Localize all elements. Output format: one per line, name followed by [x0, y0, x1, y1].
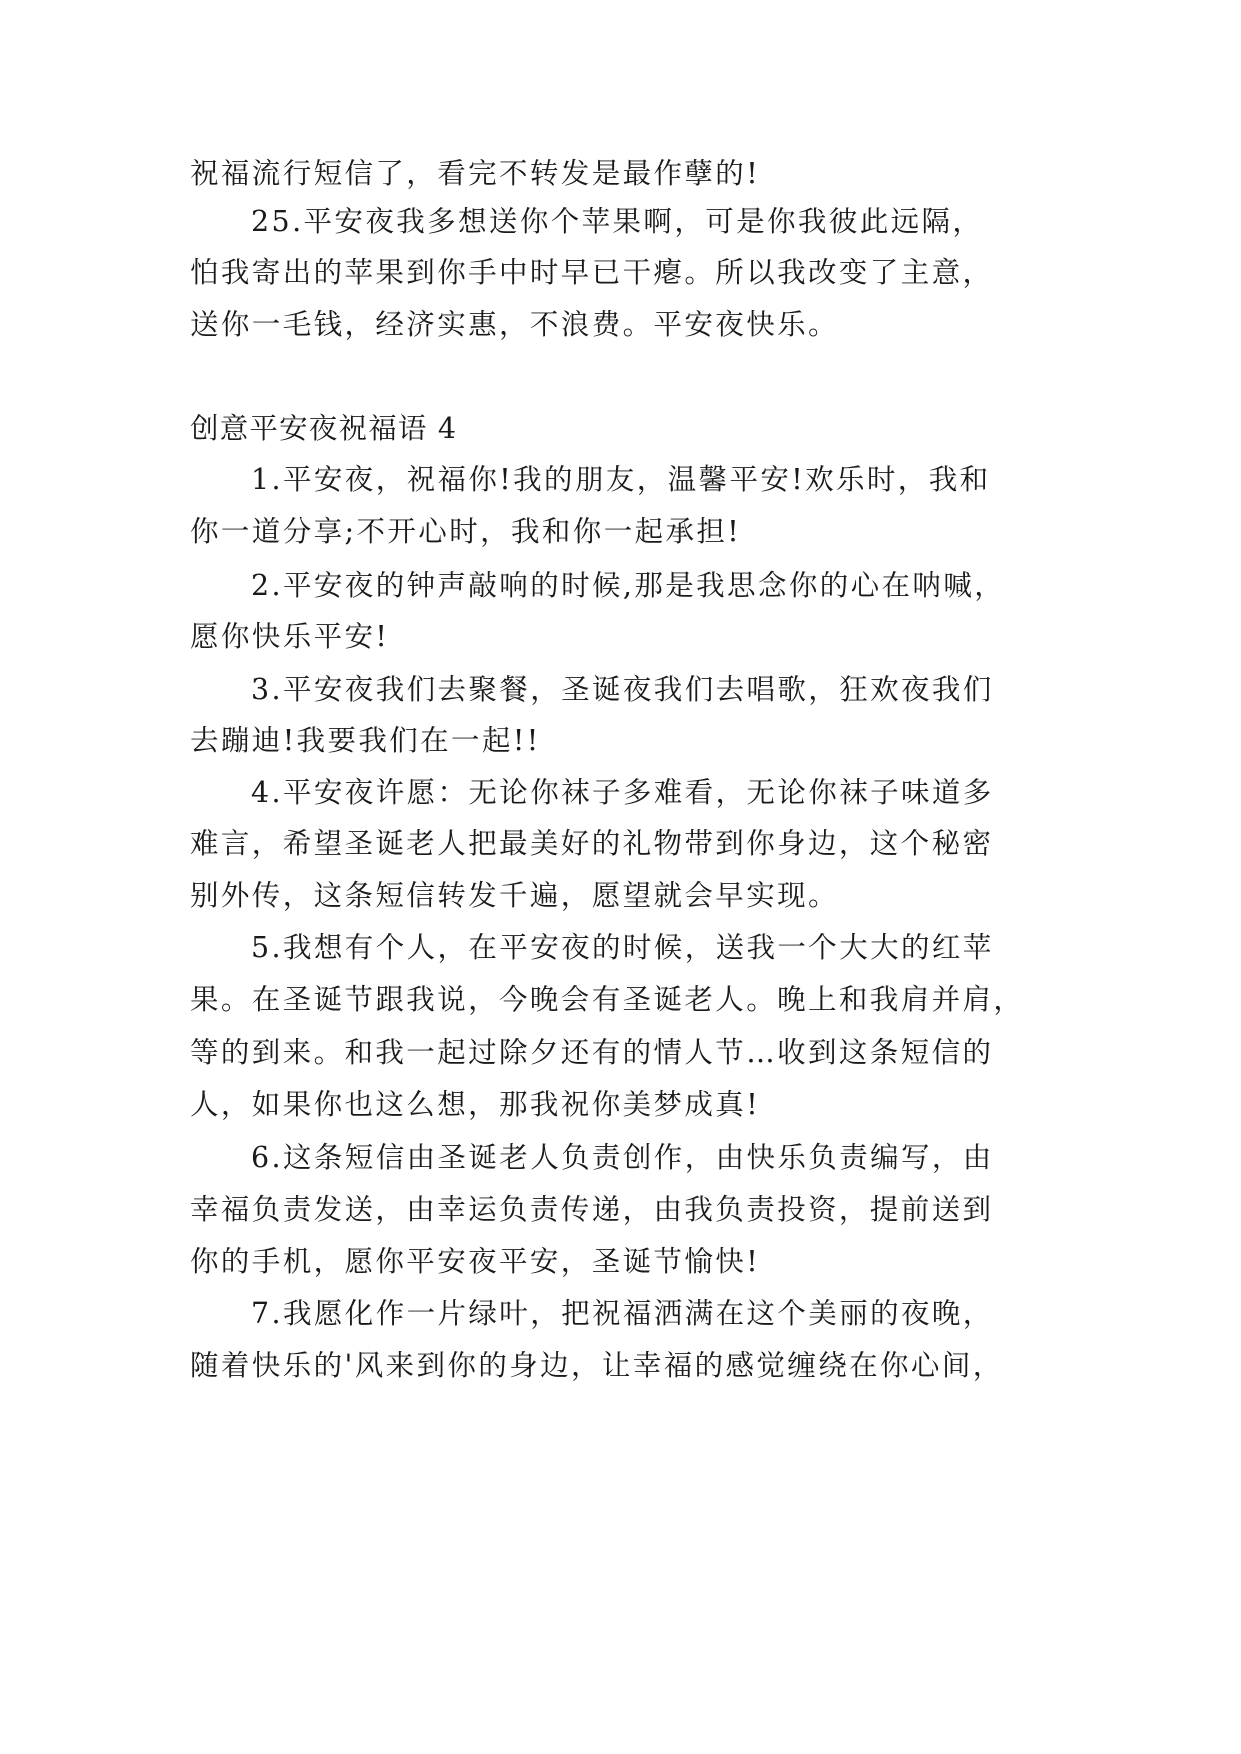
paragraph-line: 祝福流行短信了，看完不转发是最作孽的! — [190, 157, 761, 190]
paragraph-line: 5.我想有个人，在平安夜的时候，送我一个大大的红苹 — [251, 931, 994, 964]
paragraph-line: 随着快乐的'风来到你的身边，让幸福的感觉缠绕在你心间， — [190, 1349, 1004, 1382]
paragraph-line: 你的手机，愿你平安夜平安，圣诞节愉快! — [190, 1245, 761, 1278]
paragraph-line: 人，如果你也这么想，那我祝你美梦成真! — [190, 1088, 761, 1121]
paragraph-line: 6.这条短信由圣诞老人负责创作，由快乐负责编写，由 — [251, 1141, 994, 1174]
paragraph-line: 1.平安夜，祝福你!我的朋友，温馨平安!欢乐时，我和 — [251, 463, 991, 496]
paragraph-line: 你一道分享;不开心时，我和你一起承担! — [190, 515, 742, 548]
paragraph-line: 难言，希望圣诞老人把最美好的礼物带到你身边，这个秘密 — [190, 827, 994, 860]
paragraph-line: 等的到来。和我一起过除夕还有的情人节…收到这条短信的 — [190, 1036, 994, 1069]
paragraph-line: 送你一毛钱，经济实惠，不浪费。平安夜快乐。 — [190, 308, 839, 341]
paragraph-line: 25.平安夜我多想送你个苹果啊，可是你我彼此远隔， — [251, 205, 984, 238]
paragraph-line: 愿你快乐平安! — [190, 620, 390, 653]
paragraph-line: 幸福负责发送，由幸运负责传递，由我负责投资，提前送到 — [190, 1193, 994, 1226]
paragraph-line: 果。在圣诞节跟我说，今晚会有圣诞老人。晚上和我肩并肩， — [190, 983, 1025, 1016]
paragraph-line: 别外传，这条短信转发千遍，愿望就会早实现。 — [190, 879, 839, 912]
paragraph-line: 2.平安夜的钟声敲响的时候,那是我思念你的心在呐喊， — [251, 569, 1006, 602]
paragraph-line: 3.平安夜我们去聚餐，圣诞夜我们去唱歌，狂欢夜我们 — [251, 673, 994, 706]
paragraph-line: 4.平安夜许愿：无论你袜子多难看，无论你袜子味道多 — [251, 776, 994, 809]
paragraph-line: 怕我寄出的苹果到你手中时早已干瘪。所以我改变了主意， — [190, 256, 994, 289]
paragraph-line: 7.我愿化作一片绿叶，把祝福洒满在这个美丽的夜晚， — [251, 1297, 994, 1330]
paragraph-line: 去蹦迪!我要我们在一起!! — [190, 724, 541, 757]
section-heading: 创意平安夜祝福语 4 — [190, 412, 458, 445]
